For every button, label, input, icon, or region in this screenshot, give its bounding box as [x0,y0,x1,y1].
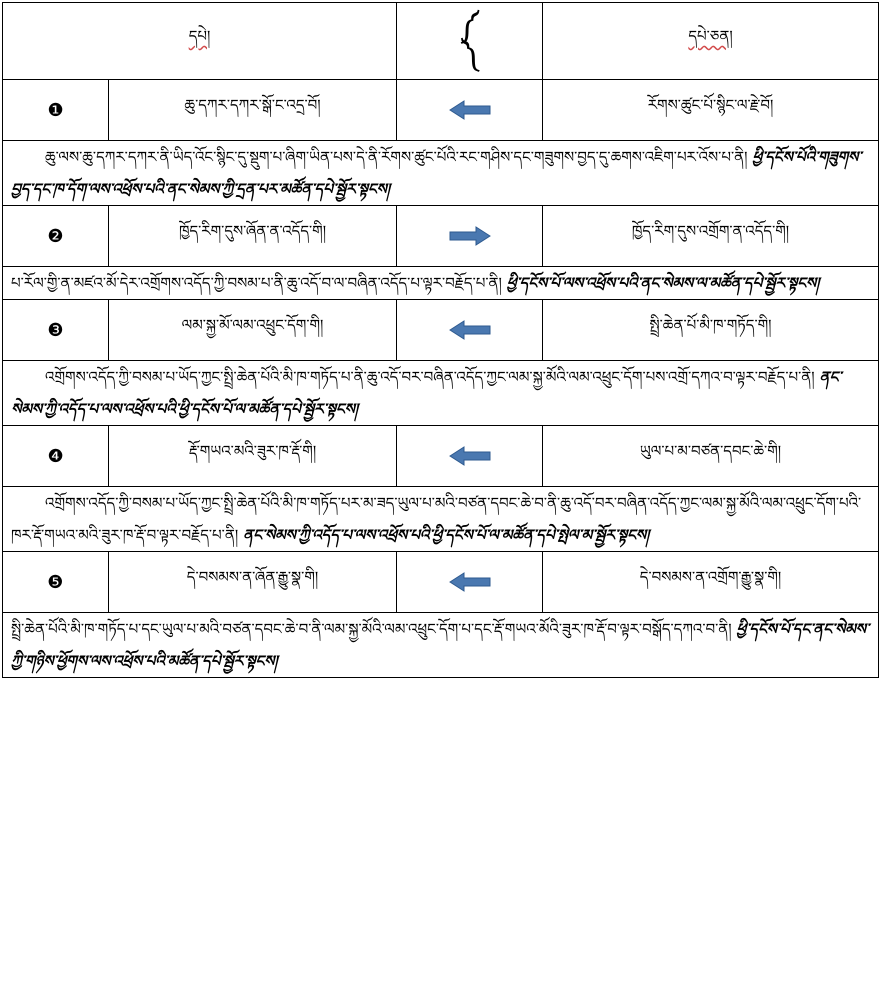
header-row [3,3,879,80]
example-of-text: ཡུལ་པ་མ་བཙན་དབང་ཆེ་གི། [543,426,879,487]
row-number: ❸ [3,300,109,361]
explanation-row [3,613,879,678]
table-row [3,206,879,267]
left-arrow-icon [448,446,492,466]
explanation-emphasis: ནང་སེམས་ཀྱི་འདོད་པ་ལས་འཕྲོས་པའི་ཕྱི་དངོས་པོ་ལ་མཚོན་དཔེ་སྤེལ་མ་སྦྱོར་སྟངས། [242,526,650,544]
example-of-text: དེ་བསམས་ན་འགྲོག་རྒྱུ་སྣ་གི། [543,552,879,613]
header-left-label: དཔེ། [188,27,211,45]
left-arrow-icon [448,320,492,340]
row-number: ❺ [3,552,109,613]
explanation-row [3,267,879,300]
explanation-cell [3,141,879,206]
header-symbol-cell [397,3,543,80]
explanation-text: ཆུ་ལས་ཆུ་དཀར་དཀར་ནི་ཡིད་འོང་སྙིང་དུ་སྡུག་པ་ཞིག་ཡིན་པས་དེ་ནི་རོགས་ཚུང་པོའི་རང་གཤིས་དང་གཟུགས་བྱད་དུ་ཆགས་འཇིག་པར་འོས་པ་ནི། [45,148,748,166]
explanation-cell [3,361,879,426]
example-text: ཆུ་དཀར་དཀར་སྒོ་ང་འདྲ་བོ། [109,80,397,141]
header-example-cell [3,3,397,80]
explanation-cell [3,487,879,552]
table-row [3,552,879,613]
example-of-text: ཁྱོད་རིག་དུས་འགྲོག་ན་འདོད་གི། [543,206,879,267]
arrow-cell [397,552,543,613]
explanation-emphasis: ཕྱི་དངོས་པོའི་གཟུགས་བྱད་དང་ཁ་དོག་ལས་འཕྲོས་པའི་ནང་སེམས་ཀྱི་དྲན་པར་མཚོན་དཔེ་སྦྱོར་སྟངས། [11,148,862,198]
open-bracket-symbol: ༼ [460,14,479,39]
explanation-row [3,487,879,552]
left-arrow-icon [448,572,492,592]
right-arrow-icon [448,226,492,246]
comparison-table [2,2,879,678]
explanation-cell [3,267,879,300]
explanation-cell [3,613,879,678]
table-row [3,80,879,141]
header-right-label: དཔེ་ཅན། [688,27,733,45]
arrow-cell [397,426,543,487]
explanation-row [3,141,879,206]
example-text: དེ་བསམས་ན་ཞོན་རྒྱུ་སྣ་གི། [109,552,397,613]
arrow-cell [397,80,543,141]
example-text: ལམ་སྐྱ་མོ་ལམ་འཕྲུང་དོག་གི། [109,300,397,361]
example-text: རྡོ་གཡའ་མའི་ཟུར་ཁ་རྡོ་གི། [109,426,397,487]
header-example-of-cell [543,3,879,80]
explanation-emphasis: ཕྱི་དངོས་པོ་དང་ནང་སེམས་ཀྱི་གཉིས་ཕྱོགས་ལས་འཕྲོས་པའི་མཚོན་དཔེ་སྦྱོར་སྟངས། [11,620,869,670]
explanation-text: པ་རོལ་གྱི་ན་མཛའ་མོ་དེར་འགྲོགས་འདོད་ཀྱི་བསམ་པ་ནི་ཆུ་འདོ་བ་ལ་བཞིན་འདོད་པ་ལྟར་བརྗོད་པ་ནི། [11,274,502,292]
table-row [3,300,879,361]
example-of-text: རོགས་ཚུང་པོ་སྙིང་ལ་རྗེ་བོ། [543,80,879,141]
example-text: ཁྱོད་རིག་དུས་ཞོན་ན་འདོད་གི། [109,206,397,267]
explanation-text: འགྲོགས་འདོད་ཀྱི་བསམ་པ་ཡོད་ཀྱང་སྤྲི་ཆེན་པོའི་མི་ཁ་གཏོད་པ་ནི་ཆུ་འདོ་བར་བཞིན་འདོད་ཀྱང་ལམ་སྐྱ་མོའི་ལམ་འཕྲུང་དོག་པས་འགྲོ་དཀའ་བ་ལྟར་བརྗོད་པ་ནི། [45,368,815,386]
arrow-cell [397,300,543,361]
explanation-emphasis: ནང་སེམས་ཀྱི་འདོད་པ་ལས་འཕྲོས་པའི་ཕྱི་དངོས་པོ་ལ་མཚོན་དཔེ་སྦྱོར་སྟངས། [11,368,842,418]
row-number: ❹ [3,426,109,487]
close-bracket-symbol: ༽ [461,42,478,67]
example-of-text: སྤྲི་ཆེན་པོ་མི་ཁ་གཏོད་གི། [543,300,879,361]
explanation-emphasis: ཕྱི་དངོས་པོ་ལས་འཕྲོས་པའི་ནང་སེམས་ལ་མཚོན་དཔེ་སྦྱོར་སྟངས། [506,274,820,292]
left-arrow-icon [448,100,492,120]
explanation-row [3,361,879,426]
explanation-text: འགྲོགས་འདོད་ཀྱི་བསམ་པ་ཡོད་ཀྱང་སྤྲི་ཆེན་པོའི་མི་ཁ་གཏོད་པར་མ་ཟད་ཡུལ་པ་མའི་བཙན་དབང་ཆེ་བ་ནི་ཆུ་འདོ་བར་བཞིན་འདོད་ཀྱང་ལམ་སྐྱ་མོའི་ལམ་འཕྲུང་དོག་པའི་ཁར་རྡོ་གཡའ་མའི་ཟུར་ཁ་རྡོ་བ་ལྟར་བརྗོད་པ་ནི། [11,494,862,544]
row-number: ❶ [3,80,109,141]
arrow-cell [397,206,543,267]
explanation-text: སྤྲི་ཆེན་པོའི་མི་ཁ་གཏོད་པ་དང་ཡུལ་པ་མའི་བཙན་དབང་ཆེ་བ་ནི་ལམ་སྐྱ་མོའི་ལམ་འཕྲུང་དོག་པ་དང་རྡོ་གཡའ་མོའི་ཟུར་ཁ་རྡོ་བ་ལྟར་བསྒོད་དཀའ་བ་ནི། [11,620,732,638]
row-number: ❷ [3,206,109,267]
table-row [3,426,879,487]
